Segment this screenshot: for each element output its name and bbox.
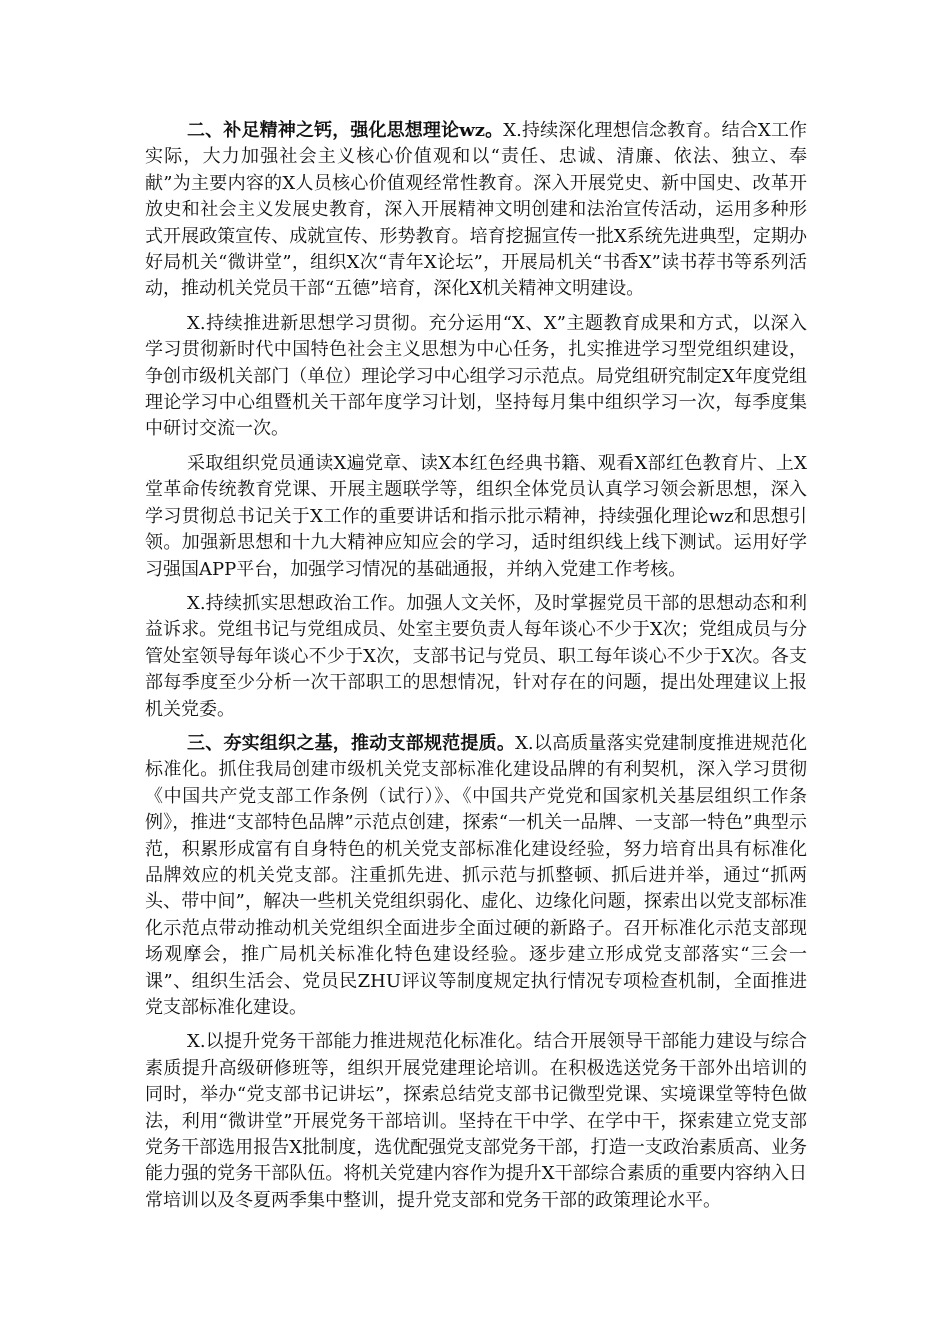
paragraph-cadre-ability — [145, 1029, 807, 1214]
paragraph-text: X.持续抓实思想政治工作。加强人文关怀，及时掌握党员干部的思想动态和利益诉求。党组书记与党组成员、处室主要负责人每年谈心不少于X次；党组成员与分管处室领导每年谈心不少于X次，支部书记与党员、职工每年谈心不少于X次。各支部每季度至少分析一次干部职工的思想情况，针对存在的问题，提出处理建议上报机关党委。 — [145, 592, 807, 720]
paragraph-text: X.以提升党务干部能力推进规范化标准化。结合开展领导干部能力建设与综合素质提升高级研修班等，组织开展党建理论培训。在积极选送党务干部外出培训的同时，举办“党支部书记讲坛”，探索总结党支部书记微型党课、实境课堂等特色做法，利用“微讲堂”开展党务干部培训。坚持在干中学、在学中干，探索建立党支部党务干部选用报告X批制度，选优配强党支部党务干部，打造一支政治素质高、业务能力强的党务干部队伍。将机关党建内容作为提升X干部综合素质的重要内容纳入日常培训以及冬夏两季集中整训，提升党支部和党务干部的政策理论水平。 — [145, 1031, 807, 1211]
paragraph-section-three — [145, 731, 807, 1021]
paragraph-text: X.持续深化理想信念教育。结合X工作实际，大力加强社会主义核心价值观和以“责任、忠诚、清廉、依法、独立、奉献”为主要内容的X人员核心价值观经常性教育。深入开展党史、新中国史、改革开放史和社会主义发展史教育，深入开展精神文明创建和法治宣传活动，运用多种形式开展政策宣传、成就宣传、形势教育。培育挖掘宣传一批X系统先进典型，定期办好局机关“微讲堂”，组织X次“青年X论坛”，开展局机关“书香X”读书荐书等系列活动，推动机关党员干部“五德”培育，深化X机关精神文明建设。 — [145, 120, 808, 300]
paragraph-text: X.持续推进新思想学习贯彻。充分运用“X、X”主题教育成果和方式，以深入学习贯彻新时代中国特色社会主义思想为中心任务，扎实推进学习型党组织建设，争创市级机关部门（单位）理论学习中心组学习示范点。局党组研究制定X年度党组理论学习中心组暨机关干部年度学习计划，坚持每月集中组织学习一次，每季度集中研讨交流一次。 — [145, 312, 807, 440]
paragraph-section-two — [145, 118, 807, 303]
section-heading-two: 二、补足精神之钙，强化思想理论wz。 — [187, 120, 504, 141]
paragraph-party-member-reading — [145, 451, 807, 583]
paragraph-text: X.以高质量落实党建制度推进规范化标准化。抓住我局创建市级机关党支部标准化建设品牌的有利契机，深入学习贯彻《中国共产党支部工作条例（试行）》、《中国共产党党和国家机关基层组织工作条例》，推进“支部特色品牌”示范点创建，探索“一机关一品牌、一支部一特色”典型示范，积累形成富有自身特色的机关党支部标准化建设经验，努力培育出具有标准化品牌效应的机关党支部。注重抓先进、抓示范与抓整顿、抓后进并举，通过“抓两头、带中间”，解决一些机关党组织弱化、虚化、边缘化问题，探索出以党支部标准化示范点带动推动机关党组织全面进步全面过硬的新路子。召开标准化示范支部现场观摩会，推广局机关标准化特色建设经验。逐步建立形成党支部落实“三会一课”、组织生活会、党员民ZHU评议等制度规定执行情况专项检查机制，全面推进党支部标准化建设。 — [145, 732, 808, 1018]
section-heading-three: 三、夯实组织之基，推动支部规范提质。 — [187, 732, 516, 754]
paragraph-new-thought-study — [145, 311, 807, 443]
document-body — [145, 118, 807, 1222]
paragraph-text: 采取组织党员通读X遍党章、读X本红色经典书籍、观看X部红色教育片、上X堂革命传统教育党课、开展主题联学等，组织全体党员认真学习领会新思想，深入学习贯彻总书记关于X工作的重要讲话和指示批示精神，持续强化理论wz和思想引领。加强新思想和十九大精神应知应会的学习，适时组织线上线下测试。运用好学习强国APP平台，加强学习情况的基础通报，并纳入党建工作考核。 — [145, 452, 807, 580]
paragraph-ideological-work — [145, 591, 807, 723]
